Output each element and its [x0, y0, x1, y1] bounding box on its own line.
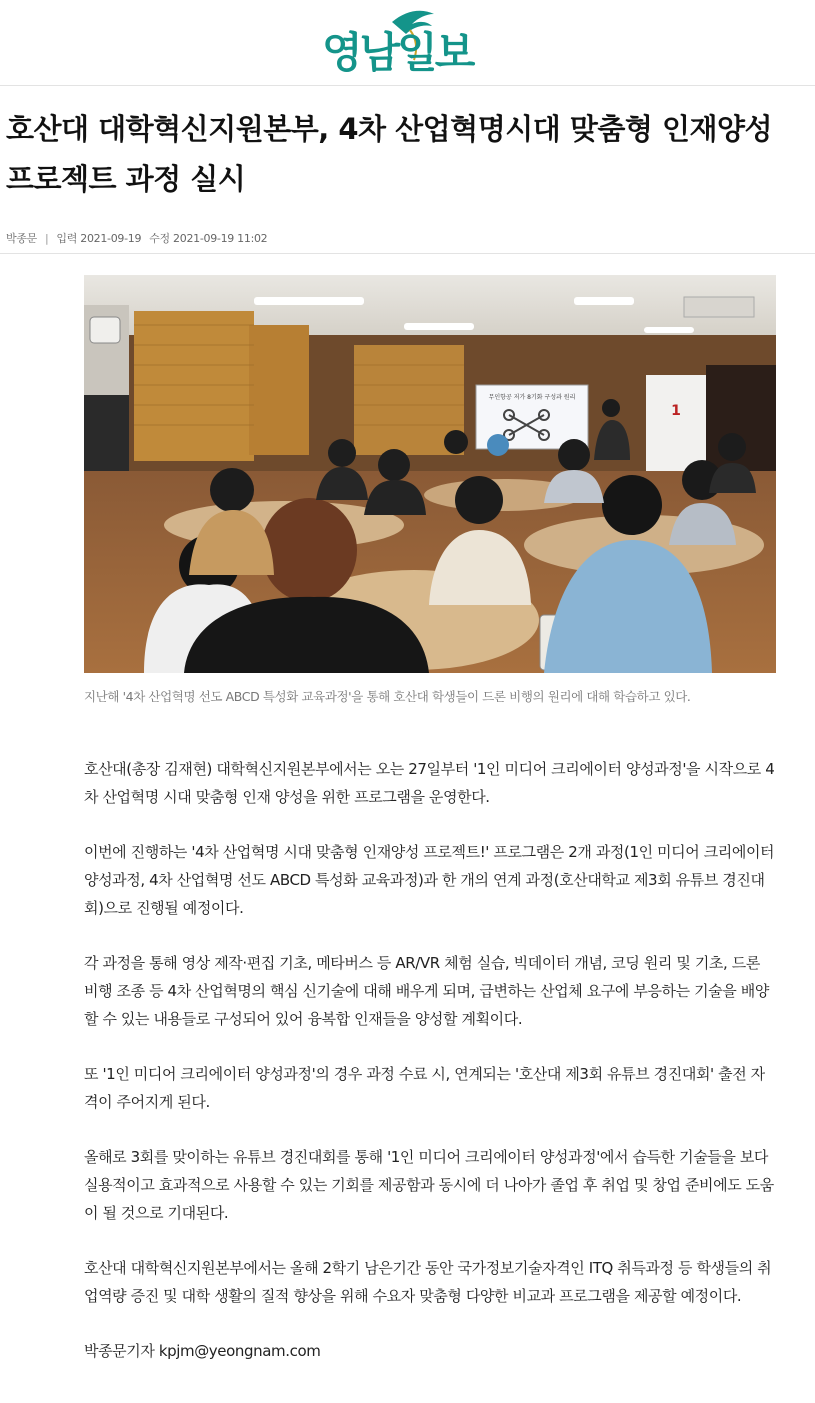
- photo-caption: 지난해 '4차 산업혁명 선도 ABCD 특성화 교육과정'을 통해 호산대 학생들이 드론 비행의 원리에 대해 학습하고 있다.: [84, 689, 691, 704]
- article-body: [84, 755, 778, 1365]
- banner-number: 1: [671, 403, 681, 419]
- masthead: [0, 0, 815, 86]
- byline-separator: |: [44, 232, 49, 245]
- published-date: 2021-09-19: [80, 232, 142, 245]
- yeongnam-ilbo-logo[interactable]: [322, 8, 492, 77]
- reporter-signature[interactable]: 박종문기자 kpjm@yeongnam.com: [84, 1342, 321, 1360]
- article-headline: 호산대 대학혁신지원본부, 4차 산업혁명시대 맞춤형 인재양성 프로젝트 과정 실시: [6, 112, 773, 196]
- article-paragraph: 또 '1인 미디어 크리에이터 양성과정'의 경우 과정 수료 시, 연계되는 '호산대 제3회 유튜브 경진대회' 출전 자격이 주어지게 된다.: [84, 1065, 765, 1111]
- byline-divider: [0, 253, 815, 254]
- published-label: 입력: [56, 232, 78, 245]
- article-paragraph: 각 과정을 통해 영상 제작·편집 기초, 메타버스 등 AR/VR 체험 실습, 빅데이터 개념, 코딩 원리 및 기초, 드론 비행 조종 등 4차 산업혁명의 핵심 신기술에 대해 배우게 되며, 급변하는 산업체 요구에 부응하는 기술을 배양할 수 있는 내용들로 구성되어 있어 융복합 인재들을 양성할 계획이다.: [84, 954, 769, 1028]
- article-paragraph: 호산대 대학혁신지원본부에서는 올해 2학기 남은기간 동안 국가정보기술자격인 ITQ 취득과정 등 학생들의 취업역량 증진 및 대학 생활의 질적 향상을 위해 수요자 맞춤형 다양한 비교과 프로그램을 제공할 예정이다.: [84, 1259, 772, 1305]
- article-photo[interactable]: [84, 275, 776, 673]
- screen-title: 무인항공 저가 8기화 구성과 원리: [488, 394, 576, 401]
- logo-wordmark: 영남일보: [322, 28, 473, 77]
- article-byline: [6, 230, 267, 246]
- article-paragraph: 올해로 3회를 맞이하는 유튜브 경진대회를 통해 '1인 미디어 크리에이터 양성과정'에서 습득한 기술들을 보다 실용적이고 효과적으로 사용할 수 있는 기회를 제공함과 동시에 더 나아가 졸업 후 취업 및 창업 준비에도 도움이 될 것으로 기대된다.: [84, 1148, 774, 1222]
- updated-label: 수정: [149, 232, 170, 245]
- classroom-photo-illustration: [84, 275, 776, 673]
- updated-date: 2021-09-19 11:02: [173, 232, 268, 245]
- article-paragraph: 이번에 진행하는 '4차 산업혁명 시대 맞춤형 인재양성 프로젝트!' 프로그램은 2개 과정(1인 미디어 크리에이터 양성과정, 4차 산업혁명 선도 ABCD 특성화 교육과정)과 한 개의 연계 과정(호산대학교 제3회 유튜브 경진대회)으로 진행될 예정이다.: [84, 843, 775, 917]
- article-paragraph: 호산대(총장 김재현) 대학혁신지원본부에서는 오는 27일부터 '1인 미디어 크리에이터 양성과정'을 시작으로 4차 산업혁명 시대 맞춤형 인재 양성을 위한 프로그램을 운영한다.: [84, 760, 775, 806]
- author-name[interactable]: 박종문: [6, 232, 37, 245]
